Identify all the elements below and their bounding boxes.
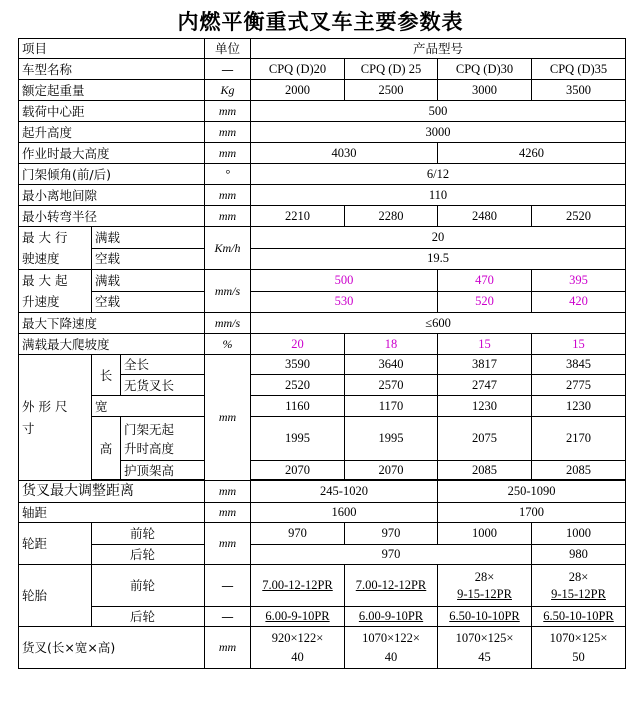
value-cell [532, 627, 626, 669]
value-cell: 6.50-10-10PR [532, 607, 626, 627]
value-cell: 2000 [251, 80, 345, 101]
value-cell [532, 565, 626, 607]
sub-label: 护顶架高 [121, 461, 205, 480]
sub-label: 空载 [92, 248, 205, 270]
value-cell: 1995 [345, 417, 438, 461]
row-label: 最小转弯半径 [19, 206, 205, 227]
value-cell: 1230 [532, 396, 626, 417]
value-cell: 530 [251, 291, 438, 313]
value-line: 920×122× [271, 630, 324, 645]
table-row [19, 164, 626, 185]
row-label: 满载最大爬坡度 [19, 334, 205, 355]
model-name: CPQ (D)20 [251, 59, 345, 80]
table-row [19, 334, 626, 355]
value-cell: 19.5 [251, 248, 626, 270]
sub-label: 满载 [92, 270, 205, 292]
value-cell: 20 [251, 227, 626, 249]
row-label: 门架倾角(前/后) [19, 164, 205, 185]
value-line: 9-15-12PR [457, 586, 512, 601]
row-label-line: 寸 [22, 420, 35, 436]
value-cell: 2075 [438, 417, 532, 461]
sub-label: 前轮 [92, 523, 205, 545]
value-cell: 520 [438, 291, 532, 313]
value-cell: 395 [532, 270, 626, 292]
row-label-line: 最 大 起 [22, 273, 68, 288]
value-cell: 110 [251, 185, 626, 206]
value-cell [438, 565, 532, 607]
row-label: 轮距 [19, 523, 92, 565]
table-row [19, 607, 626, 627]
value-line: 1070×125× [549, 630, 608, 645]
sub-label: 高 [92, 417, 121, 480]
table-row [19, 101, 626, 122]
unit-cell: — [205, 607, 251, 627]
row-label-line: 最 大 行 [22, 230, 68, 245]
value-cell: 500 [251, 101, 626, 122]
value-cell: 2520 [251, 375, 345, 396]
header-row [19, 39, 626, 59]
unit-cell: mm [205, 143, 251, 164]
value-line: 1070×122× [362, 630, 420, 645]
unit-cell: Km/h [205, 227, 251, 270]
value-cell: 420 [532, 291, 626, 313]
table-row [19, 227, 626, 249]
row-label: 货叉(长×宽×高) [19, 627, 205, 669]
unit-cell: % [205, 334, 251, 355]
table-row [19, 59, 626, 80]
value-cell: 7.00-12-12PR [251, 565, 345, 607]
value-line: 28× [568, 569, 589, 584]
value-cell: 3640 [345, 355, 438, 375]
header-model: 产品型号 [251, 39, 626, 59]
row-label: 车型名称 [19, 59, 205, 80]
sub-label: 长 [92, 355, 121, 396]
value-cell: 2775 [532, 375, 626, 396]
sub-label: 全长 [121, 355, 205, 375]
value-cell: 2520 [532, 206, 626, 227]
value-line: 40 [291, 649, 304, 664]
row-label: 最小离地间隙 [19, 185, 205, 206]
value-cell: 2500 [345, 80, 438, 101]
value-cell: 470 [438, 270, 532, 292]
table-row [19, 80, 626, 101]
table-row [19, 143, 626, 164]
table-row [19, 248, 626, 270]
value-cell: 2747 [438, 375, 532, 396]
table-row [19, 355, 626, 375]
sub-label: 后轮 [92, 545, 205, 565]
row-label: 额定起重量 [19, 80, 205, 101]
value-cell: ≤600 [251, 313, 626, 334]
table-row [19, 481, 626, 503]
row-label: 起升高度 [19, 122, 205, 143]
table-row [19, 503, 626, 523]
value-cell: 2210 [251, 206, 345, 227]
row-label [19, 270, 92, 313]
row-label-line: 升速度 [22, 294, 60, 309]
value-cell: 3000 [251, 122, 626, 143]
sub-label: 满载 [92, 227, 205, 249]
header-item: 项目 [19, 39, 205, 59]
unit-cell: Kg [205, 80, 251, 101]
unit-cell: mm [205, 627, 251, 669]
unit-cell: mm [205, 185, 251, 206]
value-cell: 970 [251, 523, 345, 545]
value-cell: 2170 [532, 417, 626, 461]
unit-cell: mm [205, 206, 251, 227]
value-cell: 20 [251, 334, 345, 355]
value-cell: 4260 [438, 143, 626, 164]
unit-cell: mm [205, 122, 251, 143]
unit-cell: mm [205, 503, 251, 523]
table-row [19, 396, 626, 417]
unit-cell: mm [205, 481, 251, 503]
spec-table [18, 38, 626, 669]
value-cell: 2085 [438, 461, 532, 480]
unit-cell: — [205, 565, 251, 607]
value-cell: 4030 [251, 143, 438, 164]
model-name: CPQ (D)30 [438, 59, 532, 80]
value-cell: 6/12 [251, 164, 626, 185]
row-label: 货叉最大调整距离 [19, 481, 205, 503]
value-cell: 970 [251, 545, 532, 565]
value-cell: 2070 [251, 461, 345, 480]
value-cell: 1000 [532, 523, 626, 545]
table-row [19, 565, 626, 607]
value-cell: 970 [345, 523, 438, 545]
page-title: 内燃平衡重式叉车主要参数表 [177, 9, 464, 34]
value-cell: 3817 [438, 355, 532, 375]
table-row [19, 313, 626, 334]
value-cell: 6.50-10-10PR [438, 607, 532, 627]
sub-label-line: 门架无起 [124, 421, 175, 437]
unit-cell: mm/s [205, 313, 251, 334]
value-cell: 2070 [345, 461, 438, 480]
value-cell: 1170 [345, 396, 438, 417]
value-line: 28× [474, 569, 495, 584]
model-name: CPQ (D) 25 [345, 59, 438, 80]
table-row [19, 122, 626, 143]
value-cell: 1160 [251, 396, 345, 417]
value-cell: 980 [532, 545, 626, 565]
row-label [19, 355, 92, 481]
value-cell: 1700 [438, 503, 626, 523]
value-cell: 500 [251, 270, 438, 292]
unit-cell: mm/s [205, 270, 251, 313]
row-label: 轮胎 [19, 565, 92, 627]
value-cell: 3000 [438, 80, 532, 101]
value-cell: 6.00-9-10PR [251, 607, 345, 627]
value-line: 9-15-12PR [551, 586, 606, 601]
value-cell: 1000 [438, 523, 532, 545]
value-cell: 1600 [251, 503, 438, 523]
unit-cell: ° [205, 164, 251, 185]
value-cell [438, 627, 532, 669]
value-cell [345, 627, 438, 669]
value-line: 45 [478, 649, 491, 664]
row-label: 载荷中心距 [19, 101, 205, 122]
value-cell: 7.00-12-12PR [345, 565, 438, 607]
sub-label: 宽 [92, 396, 205, 417]
table-row [19, 627, 626, 669]
table-row [19, 206, 626, 227]
table-row [19, 270, 626, 292]
value-cell: 1230 [438, 396, 532, 417]
sub-label: 后轮 [92, 607, 205, 627]
sub-label: 空载 [92, 291, 205, 313]
table-row [19, 545, 626, 565]
value-line: 1070×125× [455, 630, 514, 645]
unit-cell: mm [205, 523, 251, 565]
row-label-line: 外 形 尺 [22, 398, 68, 414]
row-label-line: 驶速度 [22, 251, 60, 266]
value-cell: 15 [532, 334, 626, 355]
unit-cell: — [205, 59, 251, 80]
value-cell: 1995 [251, 417, 345, 461]
unit-cell: mm [205, 355, 251, 481]
value-cell: 2570 [345, 375, 438, 396]
value-cell: 6.00-9-10PR [345, 607, 438, 627]
value-cell: 3590 [251, 355, 345, 375]
value-cell: 2480 [438, 206, 532, 227]
sub-label: 前轮 [92, 565, 205, 607]
value-cell [251, 627, 345, 669]
value-line: 40 [384, 649, 398, 664]
value-cell: 245-1020 [251, 481, 438, 503]
value-cell: 15 [438, 334, 532, 355]
header-unit: 单位 [205, 39, 251, 59]
table-row [19, 417, 626, 461]
value-cell: 2085 [532, 461, 626, 480]
sub-label-line: 升时高度 [124, 440, 175, 456]
value-cell: 250-1090 [438, 481, 626, 503]
row-label: 轴距 [19, 503, 205, 523]
value-cell: 18 [345, 334, 438, 355]
sub-label [121, 417, 205, 461]
table-row [19, 523, 626, 545]
row-label [19, 227, 92, 270]
row-label: 最大下降速度 [19, 313, 205, 334]
sub-label: 无货叉长 [121, 375, 205, 396]
unit-cell: mm [205, 101, 251, 122]
table-row [19, 291, 626, 313]
value-cell: 3500 [532, 80, 626, 101]
table-row [19, 185, 626, 206]
value-cell: 3845 [532, 355, 626, 375]
value-cell: 2280 [345, 206, 438, 227]
value-line: 50 [572, 649, 585, 664]
model-name: CPQ (D)35 [532, 59, 626, 80]
row-label: 作业时最大高度 [19, 143, 205, 164]
